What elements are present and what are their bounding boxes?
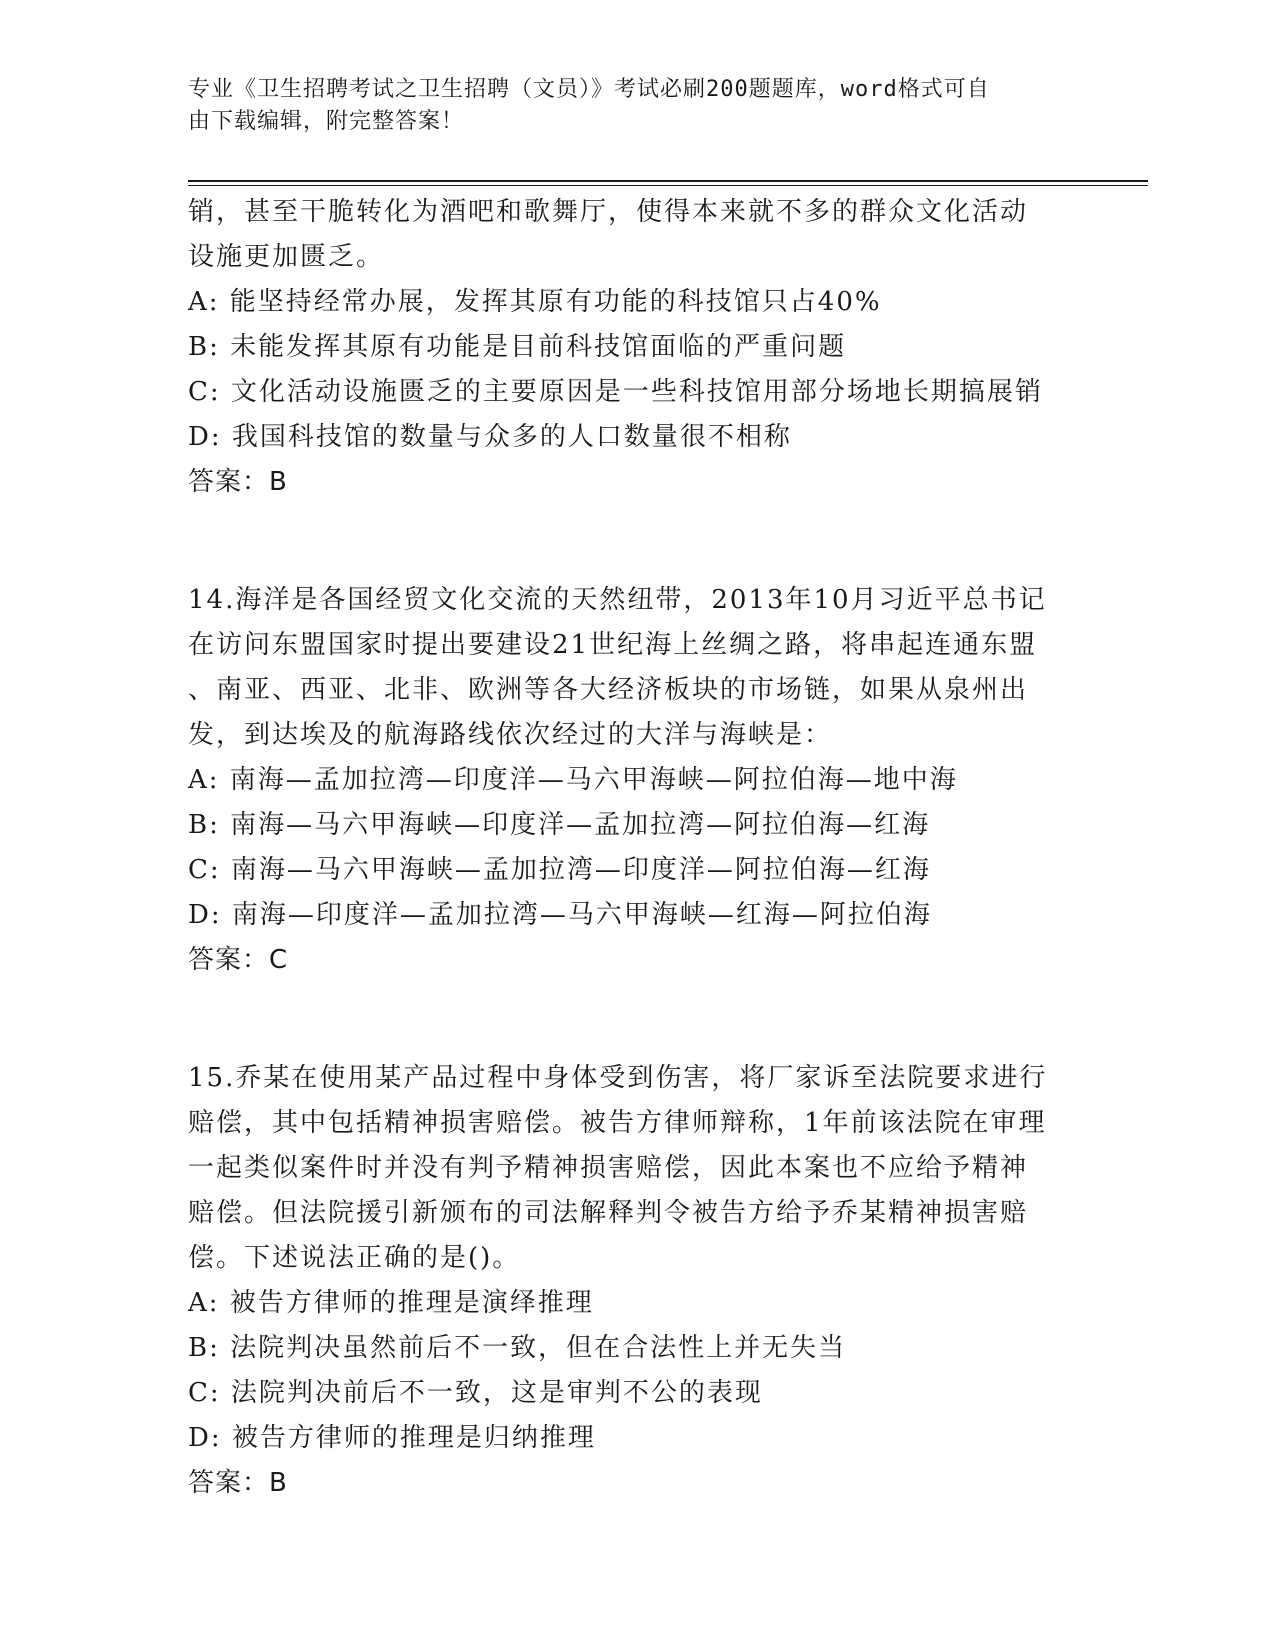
spacer <box>188 505 1088 578</box>
question-15 <box>188 1056 1088 1506</box>
question-stem-line: 偿。下述说法正确的是()。 <box>188 1243 521 1273</box>
question-stem-line: 赔偿。但法院援引新颁布的司法解释判令被告方给予乔某精神损害赔 <box>188 1198 1029 1228</box>
question-stem-line: 赔偿，其中包括精神损害赔偿。被告方律师辩称，1年前该法院在审理 <box>188 1108 1047 1138</box>
question-stem-line: 在访问东盟国家时提出要建设21世纪海上丝绸之路，将串起连通东盟 <box>188 630 1038 660</box>
option-b: B: 南海—马六甲海峡—印度洋—孟加拉湾—阿拉伯海—红海 <box>188 810 931 840</box>
answer-line: 答案：B <box>188 467 288 497</box>
question-stem-line: 14.海洋是各国经贸文化交流的天然纽带，2013年10月习近平总书记 <box>188 585 1047 615</box>
option-d: D: 被告方律师的推理是归纳推理 <box>188 1423 596 1453</box>
option-c: C: 南海—马六甲海峡—孟加拉湾—印度洋—阿拉伯海—红海 <box>188 855 931 885</box>
option-c: C: 法院判决前后不一致，这是审判不公的表现 <box>188 1378 763 1408</box>
option-a: A: 能坚持经常办展，发挥其原有功能的科技馆只占40% <box>188 287 882 317</box>
question-stem-line: 设施更加匮乏。 <box>188 242 385 272</box>
option-a: A: 被告方律师的推理是演绎推理 <box>188 1288 594 1318</box>
header-rule-thick <box>188 180 1148 182</box>
question-stem-line: 发，到达埃及的航海路线依次经过的大洋与海峡是： <box>188 720 833 750</box>
question-14 <box>188 578 1088 983</box>
option-b: B: 法院判决虽然前后不一致，但在合法性上并无失当 <box>188 1333 847 1363</box>
question-13 <box>188 190 1088 505</box>
answer-line: 答案：B <box>188 1468 288 1498</box>
document-header <box>188 74 1068 138</box>
header-rule-thin <box>188 185 1148 186</box>
document-body <box>188 190 1088 1506</box>
header-line-2: 由下载编辑，附完整答案！ <box>188 109 465 134</box>
option-a: A: 南海—孟加拉湾—印度洋—马六甲海峡—阿拉伯海—地中海 <box>188 765 958 795</box>
option-b: B: 未能发挥其原有功能是目前科技馆面临的严重问题 <box>188 332 847 362</box>
option-d: D: 南海—印度洋—孟加拉湾—马六甲海峡—红海—阿拉伯海 <box>188 900 932 930</box>
question-stem-line: 、南亚、西亚、北非、欧洲等各大经济板块的市场链，如果从泉州出 <box>188 675 1029 705</box>
option-c: C: 文化活动设施匮乏的主要原因是一些科技馆用部分场地长期搞展销 <box>188 377 1043 407</box>
question-stem-line: 一起类似案件时并没有判予精神损害赔偿，因此本案也不应给予精神 <box>188 1153 1029 1183</box>
option-d: D: 我国科技馆的数量与众多的人口数量很不相称 <box>188 422 792 452</box>
question-stem-line: 销，甚至干脆转化为酒吧和歌舞厅，使得本来就不多的群众文化活动 <box>188 197 1029 227</box>
question-stem-line: 15.乔某在使用某产品过程中身体受到伤害，将厂家诉至法院要求进行 <box>188 1063 1048 1093</box>
answer-line: 答案：C <box>188 945 289 975</box>
header-line-1: 专业《卫生招聘考试之卫生招聘（文员）》考试必刷200题题库，word格式可自 <box>188 77 990 102</box>
spacer <box>188 983 1088 1056</box>
